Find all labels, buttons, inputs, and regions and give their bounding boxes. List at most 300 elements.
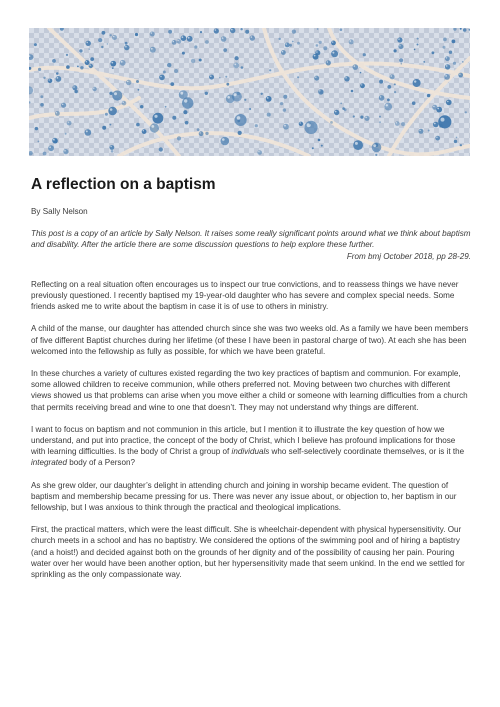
water-drop-highlight <box>396 122 397 123</box>
water-drop-highlight <box>398 38 400 40</box>
water-drop <box>102 31 106 35</box>
water-drop-highlight <box>200 132 201 133</box>
water-drop <box>209 75 214 80</box>
water-drop <box>109 92 112 95</box>
water-drop <box>182 52 185 55</box>
water-drop-highlight <box>222 37 224 39</box>
water-drop <box>29 86 33 94</box>
water-drop <box>167 63 171 67</box>
water-drop <box>432 51 435 54</box>
water-drop <box>29 151 33 155</box>
water-drop <box>267 113 271 117</box>
water-drop-highlight <box>335 111 337 113</box>
water-drop <box>283 108 286 111</box>
water-drop <box>443 46 446 49</box>
water-drop <box>110 124 112 126</box>
water-drop-highlight <box>173 41 174 42</box>
water-drop <box>351 90 354 93</box>
water-drop <box>52 138 58 144</box>
water-drop-highlight <box>399 45 400 46</box>
water-drop <box>297 42 300 45</box>
water-drop <box>43 152 47 156</box>
water-drop <box>462 61 464 63</box>
water-drop <box>159 147 163 151</box>
water-drop <box>235 56 239 60</box>
water-drop <box>316 44 319 47</box>
water-drop <box>379 95 385 101</box>
water-drop <box>105 113 108 116</box>
water-drop-highlight <box>127 81 129 83</box>
water-drop <box>353 115 355 117</box>
water-drop <box>394 83 396 85</box>
paragraph-5: As she grew older, our daughter’s delight in attending church and joining in worship became evident. The question of baptism and membership became pressing for us. There was never any issue about, or objection to, her baptism in our fellowship, but I was anxious to think through the practical and theological implications. <box>31 480 457 513</box>
water-drop <box>414 49 416 51</box>
water-drop <box>285 43 290 48</box>
water-drop <box>226 83 229 86</box>
water-drop <box>40 103 44 107</box>
water-drop-highlight <box>284 125 286 127</box>
water-drop <box>314 76 319 81</box>
water-drop-highlight <box>93 88 94 89</box>
water-drop-highlight <box>433 106 435 108</box>
water-drop <box>454 140 457 143</box>
water-drop <box>183 110 187 114</box>
water-drop-highlight <box>49 146 51 148</box>
water-drop <box>323 46 327 50</box>
water-drop-highlight <box>114 92 117 95</box>
water-drop-highlight <box>53 139 55 141</box>
water-drop-highlight <box>446 57 447 58</box>
water-drop <box>170 82 174 86</box>
water-drop <box>179 90 188 99</box>
water-drop-highlight <box>300 122 301 123</box>
water-drop <box>120 60 126 66</box>
water-drop <box>221 36 227 42</box>
water-drop <box>140 105 143 108</box>
water-drop-highlight <box>151 48 153 50</box>
water-drop-highlight <box>345 77 347 79</box>
water-drop <box>452 40 456 44</box>
water-drop-highlight <box>447 101 449 103</box>
water-drop <box>35 127 38 130</box>
water-drop <box>191 59 195 63</box>
water-drop <box>65 133 67 135</box>
water-drop-highlight <box>210 75 212 77</box>
water-drop <box>340 103 342 105</box>
water-drop <box>266 96 272 102</box>
water-drop <box>292 30 296 34</box>
water-drop <box>340 28 343 31</box>
water-drop <box>428 130 430 132</box>
water-drop <box>379 121 381 123</box>
water-drop-highlight <box>86 61 87 62</box>
paragraph-3: In these churches a variety of cultures existed regarding the two key practices of baptism and communion. For example, some allowed children to receive communion, while others preferred not. Moving between two churches with different views showed us that problems can arise when you move either a child or someone with learning difficulties from a church that permits receiving bread and wine to one that doesn’t. They may not understand why things are different. <box>31 369 468 412</box>
water-drop <box>112 35 117 40</box>
water-drop <box>238 131 242 135</box>
water-drop <box>29 101 31 103</box>
article-intro: This post is a copy of an article by Sally Nelson. It raises some really significant points around what we think about baptism and disability. After the article there are some discussion questions to help explore these further. <box>31 229 471 250</box>
water-drop-highlight <box>73 86 75 88</box>
water-drop <box>313 54 319 60</box>
water-drop <box>235 114 247 126</box>
water-drop <box>40 95 43 98</box>
water-drop <box>401 122 405 126</box>
water-drop <box>61 103 66 108</box>
water-drop <box>399 58 403 62</box>
water-drop <box>124 45 129 50</box>
water-drop <box>445 64 450 69</box>
water-drop <box>199 131 204 136</box>
paragraph-2: A child of the manse, our daughter has attended church since she was two weeks old. As a family we have been members of five different Baptist churches during her lifetime (of these I have been in pastoral charge of two). At each she has been welcomed into the fellowship as fully as possible, for which we have been grateful. <box>31 324 469 356</box>
water-drop-highlight <box>355 142 358 145</box>
article-title: A reflection on a baptism <box>31 176 216 193</box>
water-drop-highlight <box>459 74 460 75</box>
water-drop <box>150 32 155 37</box>
water-drop <box>395 121 400 126</box>
water-drop-highlight <box>437 108 439 110</box>
water-drop <box>360 116 363 119</box>
water-drop-highlight <box>436 137 437 138</box>
water-drop-highlight <box>57 77 59 79</box>
water-drop <box>240 28 242 30</box>
water-drop <box>56 76 62 82</box>
water-drop <box>205 92 208 95</box>
water-drop-highlight <box>227 96 230 99</box>
water-drop-highlight <box>86 130 88 132</box>
water-drop-highlight <box>282 51 283 52</box>
water-drop <box>221 137 230 146</box>
water-drop <box>412 101 416 105</box>
water-drop <box>108 107 117 116</box>
water-drop <box>319 41 322 44</box>
water-drop <box>194 45 197 48</box>
paragraph-6: First, the practical matters, which were the least difficult. She is wheelchair-dependent with physical hypersensitivity. Our church meets in a school and has no baptistry. We considered the options of the swimming pool and of hiring a baptistry (and a hoist!) and decided against both on the grounds of her dignity and of the possibility of causing her pain. Pouring water over her would have been another option, but her hypersensitivity made that seem unkind. In the end we settled for sprinkling as the only compassionate way. <box>31 525 465 580</box>
water-drop <box>297 76 299 78</box>
water-drop <box>60 28 64 31</box>
water-drop <box>433 122 439 128</box>
water-drop <box>417 44 419 46</box>
water-drop <box>67 121 72 126</box>
water-drop <box>75 90 78 93</box>
water-drop <box>364 116 369 121</box>
water-drop <box>283 124 289 130</box>
water-drop <box>177 136 181 140</box>
water-drop <box>394 49 397 52</box>
water-drop <box>89 48 91 50</box>
water-drop-highlight <box>365 117 367 119</box>
water-drop <box>150 123 159 132</box>
water-drop <box>463 28 467 32</box>
water-drop <box>79 49 82 52</box>
water-drop <box>372 143 382 153</box>
water-drop-highlight <box>64 150 66 152</box>
water-drop <box>469 29 471 31</box>
water-drop-highlight <box>113 36 114 37</box>
water-drop-highlight <box>215 29 217 31</box>
water-drop-highlight <box>327 61 329 63</box>
water-drop-highlight <box>332 52 334 54</box>
water-drop <box>230 28 235 33</box>
water-drop <box>110 34 112 36</box>
water-drop <box>312 147 314 149</box>
water-drop <box>125 42 128 45</box>
water-drop <box>334 110 339 115</box>
water-drop <box>458 73 463 78</box>
water-drop <box>444 74 450 80</box>
water-drop <box>281 50 286 55</box>
water-drop <box>241 66 244 69</box>
water-drop <box>439 124 442 127</box>
water-drop-highlight <box>267 97 269 99</box>
water-droplets-image <box>29 28 470 156</box>
water-drop <box>417 38 419 40</box>
water-drop <box>456 137 458 139</box>
water-drop-highlight <box>184 99 187 102</box>
water-drop <box>390 74 395 79</box>
water-drop <box>397 37 402 42</box>
water-drop <box>72 85 77 90</box>
water-drop <box>177 39 182 44</box>
water-drop <box>269 69 271 71</box>
water-drop <box>280 102 283 105</box>
water-drop <box>225 76 227 78</box>
water-drop-highlight <box>154 115 157 118</box>
water-drop-highlight <box>251 36 253 38</box>
water-drop-highlight <box>386 104 388 106</box>
water-drop <box>445 56 450 61</box>
water-drop <box>136 123 140 127</box>
paragraph-4: I want to focus on baptism and not communion in this article, but I mention it to illustrate the key question of how we understand, and put into practice, the concept of the body of Christ, which I believe has profound implications for those with learning difficulties. Is the body of Christ a group of individuals who self-selectively coordinate themselves, or is it the integrated body of a Person? <box>31 424 465 468</box>
water-drop <box>446 100 452 106</box>
water-drop-highlight <box>373 144 376 147</box>
water-drop <box>245 30 249 34</box>
water-drop <box>309 122 311 124</box>
water-drop <box>142 129 147 134</box>
water-drop <box>197 128 200 131</box>
water-drop-highlight <box>361 84 362 85</box>
water-drop <box>112 90 122 100</box>
water-drop-highlight <box>222 138 225 141</box>
water-drop <box>29 54 33 60</box>
water-drop <box>289 44 292 47</box>
water-drop <box>138 89 140 91</box>
water-drop <box>384 103 392 111</box>
water-drop <box>299 122 303 126</box>
water-drop <box>317 28 319 30</box>
water-drop-highlight <box>391 75 393 77</box>
water-drop <box>237 92 240 95</box>
water-drop <box>48 145 54 151</box>
water-drop-highlight <box>419 130 420 131</box>
article-author: By Sally Nelson <box>31 207 88 216</box>
water-drop <box>168 30 172 34</box>
water-drop <box>200 31 202 33</box>
water-drop <box>443 38 447 42</box>
water-drop-highlight <box>151 125 154 128</box>
water-drop <box>110 145 115 150</box>
water-drop <box>279 38 281 40</box>
water-drop-highlight <box>86 42 88 44</box>
water-drop-highlight <box>332 41 333 42</box>
water-drop <box>163 71 166 74</box>
water-drop <box>110 61 116 67</box>
water-drop <box>387 99 390 102</box>
water-drop-highlight <box>441 118 445 122</box>
water-drop-highlight <box>89 65 90 66</box>
water-drop <box>185 121 189 125</box>
water-drop <box>344 76 349 81</box>
water-drop-highlight <box>434 123 436 125</box>
water-drop <box>379 80 383 84</box>
water-drop-highlight <box>49 79 50 80</box>
water-drop <box>159 75 165 81</box>
water-drop <box>261 93 263 95</box>
water-drop <box>453 28 456 31</box>
water-drop <box>330 121 333 124</box>
water-drop <box>304 121 317 134</box>
water-drop <box>187 36 193 42</box>
water-drop-highlight <box>123 102 124 103</box>
water-drop <box>233 63 239 69</box>
water-drop-highlight <box>315 77 316 78</box>
water-drop <box>419 129 424 134</box>
water-drop-highlight <box>182 36 184 38</box>
water-drop <box>80 66 83 69</box>
water-drop <box>318 139 321 142</box>
water-drop-highlight <box>110 146 111 147</box>
water-drop <box>205 132 208 135</box>
water-drop <box>66 54 68 56</box>
water-drop-highlight <box>111 62 113 64</box>
water-drop <box>38 68 41 71</box>
water-drop-highlight <box>234 64 236 66</box>
water-drop-highlight <box>350 40 352 42</box>
water-drop-highlight <box>286 43 287 44</box>
water-drop <box>375 154 377 156</box>
water-drop <box>435 136 440 141</box>
water-drop <box>342 107 345 110</box>
water-drop <box>460 144 462 146</box>
water-drop-highlight <box>446 65 448 67</box>
water-drop-highlight <box>414 80 416 82</box>
water-drop <box>331 41 336 46</box>
article-source: From bmj October 2018, pp 28-29. <box>346 251 471 261</box>
water-drop-highlight <box>125 46 127 48</box>
water-drop <box>112 67 114 69</box>
water-drop <box>85 129 92 136</box>
water-drop <box>394 91 396 93</box>
water-drop-highlight <box>68 122 69 123</box>
water-drop <box>436 107 442 113</box>
water-drop <box>136 80 139 83</box>
water-drop-highlight <box>143 130 144 131</box>
water-drop <box>172 116 176 120</box>
water-drop <box>48 79 53 84</box>
water-drop <box>77 66 79 68</box>
water-drop <box>135 33 138 36</box>
water-drop <box>66 65 70 69</box>
water-drop <box>398 44 403 49</box>
water-drop <box>292 41 294 43</box>
water-drop <box>363 53 366 56</box>
water-drop <box>101 46 103 48</box>
water-drop-highlight <box>314 55 316 57</box>
water-drop <box>111 150 114 153</box>
water-drop-highlight <box>234 93 237 96</box>
water-drop <box>465 111 467 113</box>
water-drop <box>353 140 363 150</box>
water-drop <box>219 77 221 79</box>
water-drop <box>321 145 323 147</box>
water-drop <box>126 80 131 85</box>
water-drop <box>214 28 219 33</box>
water-drop <box>331 50 338 57</box>
water-drop <box>38 141 40 143</box>
water-drop <box>150 47 156 53</box>
water-drop-highlight <box>56 112 57 113</box>
water-drop <box>172 40 177 45</box>
water-drop-highlight <box>380 96 382 98</box>
water-drop <box>257 150 262 155</box>
water-drop <box>165 106 167 108</box>
water-drop <box>223 48 227 52</box>
water-drop <box>153 113 164 124</box>
water-drop <box>199 59 202 62</box>
water-drop <box>349 39 354 44</box>
water-drop-highlight <box>316 51 318 53</box>
water-drop <box>360 72 362 74</box>
water-drop <box>56 72 59 75</box>
water-drop <box>55 111 60 116</box>
water-drop <box>423 61 425 63</box>
water-drop <box>250 35 255 40</box>
water-drop-highlight <box>110 108 113 111</box>
water-drop <box>449 51 452 54</box>
water-drop-highlight <box>237 116 241 120</box>
water-drop-highlight <box>180 92 183 95</box>
water-drop <box>283 95 287 99</box>
water-drop <box>320 90 324 94</box>
water-drop <box>326 60 331 65</box>
water-drop <box>86 41 91 46</box>
water-drop <box>453 62 456 65</box>
water-drop-highlight <box>354 65 356 67</box>
water-drop-highlight <box>445 75 447 77</box>
water-drop <box>107 43 109 45</box>
water-drop-highlight <box>62 104 64 106</box>
water-drop <box>205 40 209 44</box>
water-drop <box>89 64 93 68</box>
water-drop <box>460 28 462 30</box>
water-drop <box>401 63 403 65</box>
water-drop-highlight <box>258 151 259 152</box>
water-drop-highlight <box>231 29 233 31</box>
water-drop <box>43 77 45 79</box>
water-drop <box>181 35 187 41</box>
water-drop <box>34 43 37 46</box>
water-drop <box>413 79 421 87</box>
water-drop <box>427 94 430 97</box>
water-drop <box>98 38 102 42</box>
water-drop <box>174 69 178 73</box>
water-drop-highlight <box>177 40 178 41</box>
water-drop-highlight <box>151 32 152 33</box>
water-drop <box>249 108 251 110</box>
water-drop <box>102 126 106 130</box>
water-drop <box>122 101 127 106</box>
water-drop <box>244 99 246 101</box>
water-drop <box>90 57 94 61</box>
